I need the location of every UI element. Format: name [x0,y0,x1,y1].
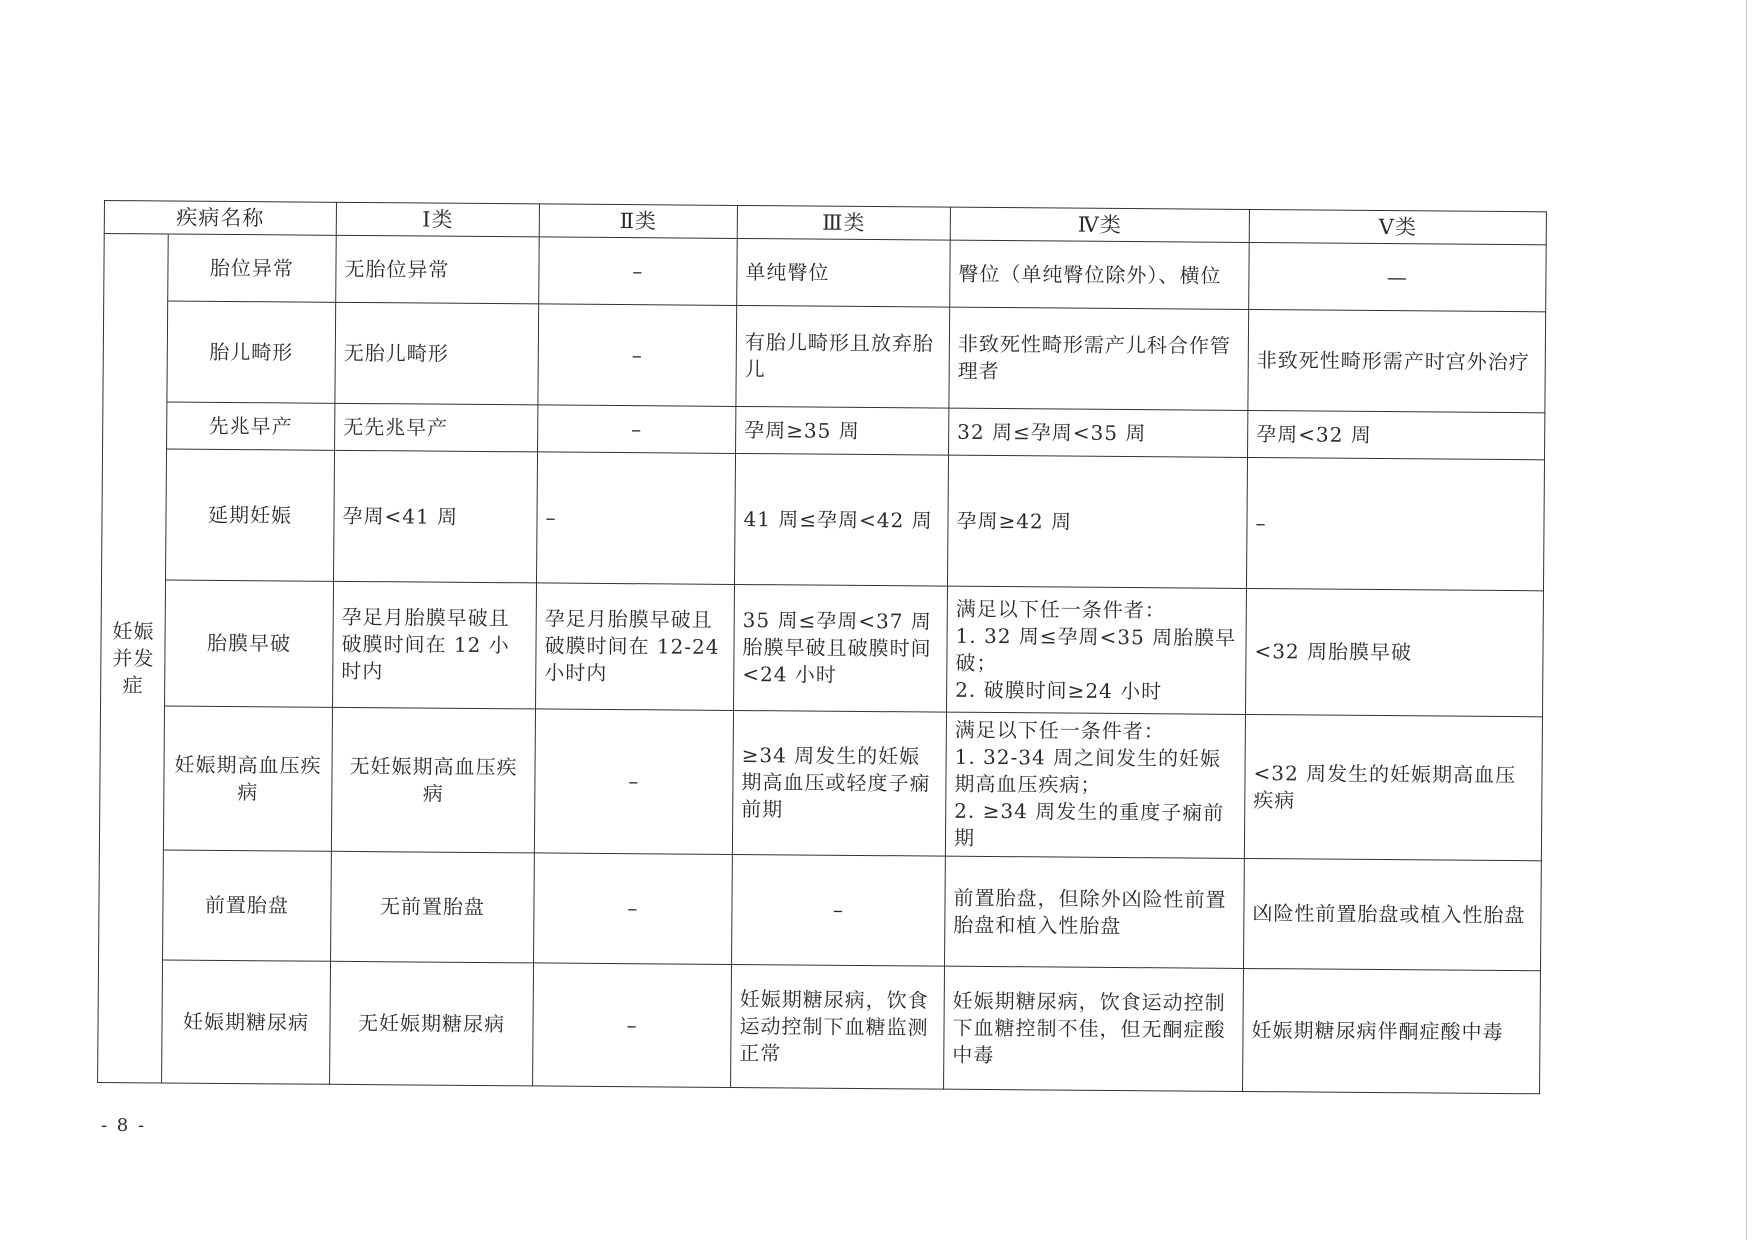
class-3-cell: 单纯臀位 [737,238,951,307]
class-3-cell: – [732,854,946,966]
class-4-cell [945,712,1245,858]
table-row [99,849,1542,970]
disease-name: 先兆早产 [167,402,335,450]
group-label-cell [98,234,169,1083]
condition-line: 2. ≥34 周发生的重度子痫前期 [953,798,1225,850]
header-class-5: Ⅴ类 [1249,209,1546,244]
disease-name: 妊娠期高血压疾病 [163,706,332,851]
disease-name: 胎膜早破 [165,580,334,707]
class-2-cell: 孕足月胎膜早破且破膜时间在 12-24 小时内 [536,583,735,711]
header-disease-name: 疾病名称 [104,201,336,236]
table-row [101,579,1544,716]
class-2-cell: – [537,452,736,585]
class-5-cell: — [1249,242,1547,311]
disease-name: 胎儿畸形 [167,301,336,403]
class-1-cell: 孕周<41 周 [334,450,538,583]
class-4-cell: 前置胎盘，但除外凶险性前置胎盘和植入性胎盘 [945,856,1245,968]
class-3-cell: 35 周≤孕周<37 周胎膜早破且破膜时间<24 小时 [734,584,948,712]
risk-classification-table [97,200,1547,1094]
class-5-cell: 非致死性畸形需产时宫外治疗 [1248,309,1546,412]
class-3-cell: 41 周≤孕周<42 周 [734,453,948,586]
table-row [98,959,1541,1093]
class-5-cell: <32 周胎膜早破 [1245,588,1543,716]
class-2-cell: – [534,853,733,965]
class-3-cell: 妊娠期糖尿病，饮食运动控制下血糖监测正常 [731,964,945,1089]
disease-name: 妊娠期糖尿病 [162,960,331,1084]
class-1-cell: 无先兆早产 [335,403,538,452]
class-2-cell: – [539,237,738,306]
class-1-cell: 无妊娠期糖尿病 [330,961,534,1086]
class-3-cell: ≥34 周发生的妊娠期高血压或轻度子痫前期 [732,710,946,856]
class-1-cell: 无妊娠期高血压疾病 [331,707,535,853]
disease-name: 胎位异常 [168,234,337,302]
class-5-cell: 凶险性前置胎盘或植入性胎盘 [1243,858,1541,970]
class-5-cell: – [1246,457,1544,590]
header-class-4: Ⅳ类 [950,207,1249,242]
class-1-cell: 无胎儿畸形 [335,302,539,405]
class-2-cell: – [533,963,732,1088]
table-row [103,301,1546,413]
condition-line: 满足以下任一条件者： [955,596,1166,622]
class-5-cell: 孕周<32 周 [1248,410,1545,459]
header-class-2: Ⅱ类 [539,204,737,239]
class-5-cell: 妊娠期糖尿病伴酮症酸中毒 [1243,968,1541,1093]
page-edge [1746,0,1747,1240]
class-2-cell: – [534,709,733,855]
class-4-cell [947,586,1247,714]
class-1-cell: 孕足月胎膜早破且破膜时间在 12 小时内 [333,581,537,709]
table-row [102,448,1545,590]
condition-line: 1. 32 周≤孕周<35 周胎膜早破； [955,623,1237,675]
class-3-cell: 孕周≥35 周 [736,406,949,455]
page-number: - 8 - [101,1115,147,1136]
class-1-cell: 无前置胎盘 [331,851,535,963]
class-4-cell: 妊娠期糖尿病，饮食运动控制下血糖控制不佳，但无酮症酸中毒 [944,966,1244,1091]
class-2-cell: – [538,304,737,407]
condition-line: 2. 破膜时间≥24 小时 [955,677,1163,703]
class-4-cell: 孕周≥42 周 [947,455,1247,588]
disease-name: 前置胎盘 [163,850,332,961]
class-5-cell: <32 周发生的妊娠期高血压疾病 [1244,714,1542,860]
disease-name: 延期妊娠 [166,449,335,581]
class-4-cell: 32 周≤孕周<35 周 [949,408,1248,457]
class-1-cell: 无胎位异常 [336,235,540,304]
condition-line: 1. 32-34 周之间发生的妊娠期高血压疾病； [954,744,1222,797]
class-3-cell: 有胎儿畸形且放弃胎儿 [736,305,950,408]
class-4-cell: 臀位（单纯臀位除外）、横位 [950,240,1250,309]
class-4-cell: 非致死性畸形需产儿科合作管理者 [949,307,1249,410]
header-class-1: Ⅰ类 [336,202,539,237]
condition-line: 满足以下任一条件者： [954,717,1165,744]
class-2-cell: – [538,405,736,454]
group-label: 妊娠并发症 [112,618,155,697]
table-row [99,705,1542,860]
table-row [104,234,1546,312]
header-class-3: Ⅲ类 [737,205,950,240]
